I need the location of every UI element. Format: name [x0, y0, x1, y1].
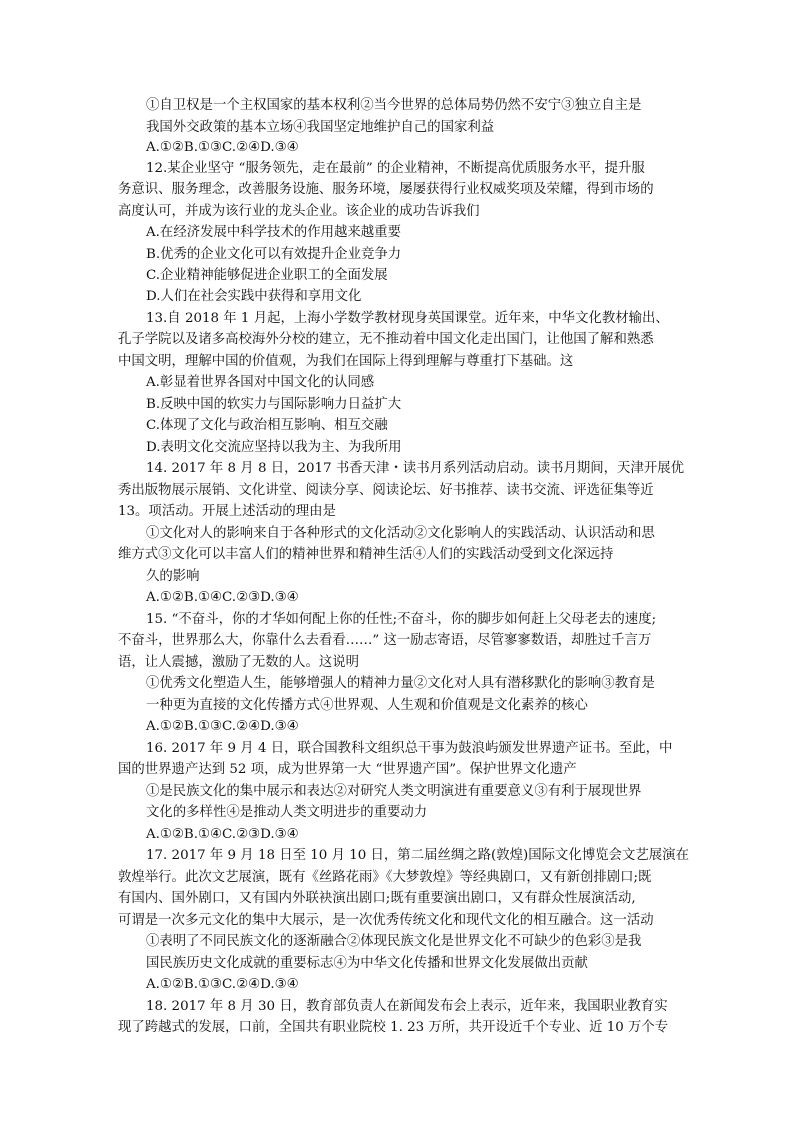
q14-choices: A.①②B.①④C.②③D.③④ — [146, 590, 299, 605]
q11-options-line-1: ①自卫权是一个主权国家的基本权利②当今世界的总体局势仍然不安宁③独立自主是 — [146, 98, 642, 113]
q12-stem-line-3: 高度认可，并成为该行业的龙头企业。该企业的成功告诉我们 — [118, 204, 480, 219]
q18-stem-line-2: 现了跨越式的发展，口前，全国共有职业院校 1. 23 万所，共开设近千个专业、近 10 万个专 — [118, 1020, 669, 1035]
q13-stem-line-2: 孔子学院以及诸多高校海外分校的建立，无不推动着中国文化走出国门，让他国了解和熟悉 — [118, 332, 654, 347]
q14-stem-line-1: 14. 2017 年 8 月 8 日，2017 书香天津・读书月系列活动启动。读书月期间，天津开展优 — [146, 461, 685, 476]
q14-options-line-1: ①文化对人的影响来自于各种形式的文化活动②文化影响人的实践活动、认识活动和思 — [146, 526, 655, 541]
q18-stem-line-1: 18. 2017 年 8 月 30 日，教育部负责人在新闻发布会上表示，近年来，我国职业教育实 — [146, 999, 668, 1014]
q16-stem-line-1: 16. 2017 年 9 月 4 日，联合国教科文组织总干事为鼓浪屿颁发世界遗产证书。至此，中 — [146, 741, 673, 756]
q15-stem-line-2: 不奋斗，世界那么大，你靠什么去看看……” 这一励志寄语，尽管寥寥数语，却胜过千言万 — [118, 633, 652, 648]
q14-options-line-3: 久的影响 — [146, 569, 200, 584]
q12-option-a: A.在经济发展中科学技术的作用越来越重要 — [146, 225, 401, 240]
q13-option-d: D.表明文化交流应坚持以我为主、为我所用 — [146, 440, 402, 455]
q11-choices: A.①②B.①③C.②④D.③④ — [146, 140, 299, 155]
q16-stem-line-2: 国的世界遗产达到 52 项，成为世界第一大 “世界遗产国”。保护世界文化遗产 — [118, 762, 577, 777]
q15-stem-line-3: 语，让人震撼，激励了无数的人。这说明 — [118, 655, 360, 670]
q12-stem-line-1: 12.某企业坚守 “服务领先，走在最前” 的企业精神，不断提高优质服务水平，提升服 — [146, 161, 645, 176]
q15-choices: A.①②B.①③C.②④D.③④ — [146, 719, 299, 734]
q12-stem-line-2: 务意识、服务理念，改善服务设施、服务环境，屡屡获得行业权威奖项及荣耀，得到市场的 — [118, 182, 654, 197]
q12-option-c: C.企业精神能够促进企业职工的全面发展 — [146, 268, 388, 283]
q13-option-c: C.体现了文化与政治相互影响、相互交融 — [146, 418, 388, 433]
q17-stem-line-2: 敦煌举行。此次文艺展演，既有《丝路花雨》《大梦敦煌》等经典剧口，又有新创排剧口;既 — [118, 870, 652, 885]
q14-stem-line-2: 秀出版物展示展销、文化讲堂、阅读分享、阅读论坛、好书推荐、读书交流、评选征集等近 — [118, 483, 654, 498]
q12-option-d: D.人们在社会实践中获得和享用文化 — [146, 289, 362, 304]
q17-stem-line-1: 17. 2017 年 9 月 18 日至 10 月 10 日，第二届丝绸之路(敦煌)国际文化博览会文艺展演在 — [146, 848, 689, 863]
q14-stem-line-3: 13。项活动。开展上述活动的理由是 — [118, 504, 336, 519]
q15-stem-line-1: 15. “不奋斗，你的才华如何配上你的任性;不奋斗，你的脚步如何赶上父母老去的速度; — [146, 612, 657, 627]
q17-options-line-2: 国民族历史文化成就的重要标志④为中华文化传播和世界文化发展做出贡献 — [146, 956, 588, 971]
q17-choices: A.①②B.①③C.②④D.③④ — [146, 977, 299, 992]
q14-options-line-2: 维方式③文化可以丰富人们的精神世界和精神生活④人们的实践活动受到文化深远持 — [118, 547, 614, 562]
q17-stem-line-4: 可谓是一次多元文化的集中大展示，是一次优秀传统文化和现代文化的相互融合。这一活动 — [118, 913, 654, 928]
q12-option-b: B.优秀的企业文化可以有效提升企业竞争力 — [146, 247, 402, 262]
q13-stem-line-3: 中国文明，理解中国的价值观，为我们在国际上得到理解与尊重打下基础。这 — [118, 354, 574, 369]
q13-option-b: B.反映中国的软实力与国际影响力日益扩大 — [146, 397, 402, 412]
q13-option-a: A.彰显着世界各国对中国文化的认同感 — [146, 375, 375, 390]
q15-options-line-2: 一种更为直接的文化传播方式④世界观、人生观和价值观是文化素养的核心 — [146, 698, 588, 713]
q16-options-line-1: ①是民族文化的集中展示和表达②对研究人类文明演进有重要意义③有利于展现世界 — [146, 784, 642, 799]
q17-options-line-1: ①表明了不同民族文化的逐渐融合②体现民族文化是世界文化不可缺少的色彩③是我 — [146, 934, 642, 949]
q16-choices: A.①②B.①④C.②③D.③④ — [146, 827, 299, 842]
q11-options-line-2: 我国外交政策的基本立场④我国坚定地维护自己的国家利益 — [146, 120, 495, 135]
q13-stem-line-1: 13.自 2018 年 1 月起，上海小学数学教材现身英国课堂。近年来，中华文化教材输出、 — [146, 311, 669, 326]
q17-stem-line-3: 有国内、国外剧口，又有国内外联袂演出剧口;既有重要演出剧口，又有群众性展演活动, — [118, 891, 636, 906]
q15-options-line-1: ①优秀文化塑造人生，能够增强人的精神力量②文化对人具有潜移默化的影响③教育是 — [146, 676, 655, 691]
q16-options-line-2: 文化的多样性④是推动人类文明进步的重要动力 — [146, 805, 428, 820]
